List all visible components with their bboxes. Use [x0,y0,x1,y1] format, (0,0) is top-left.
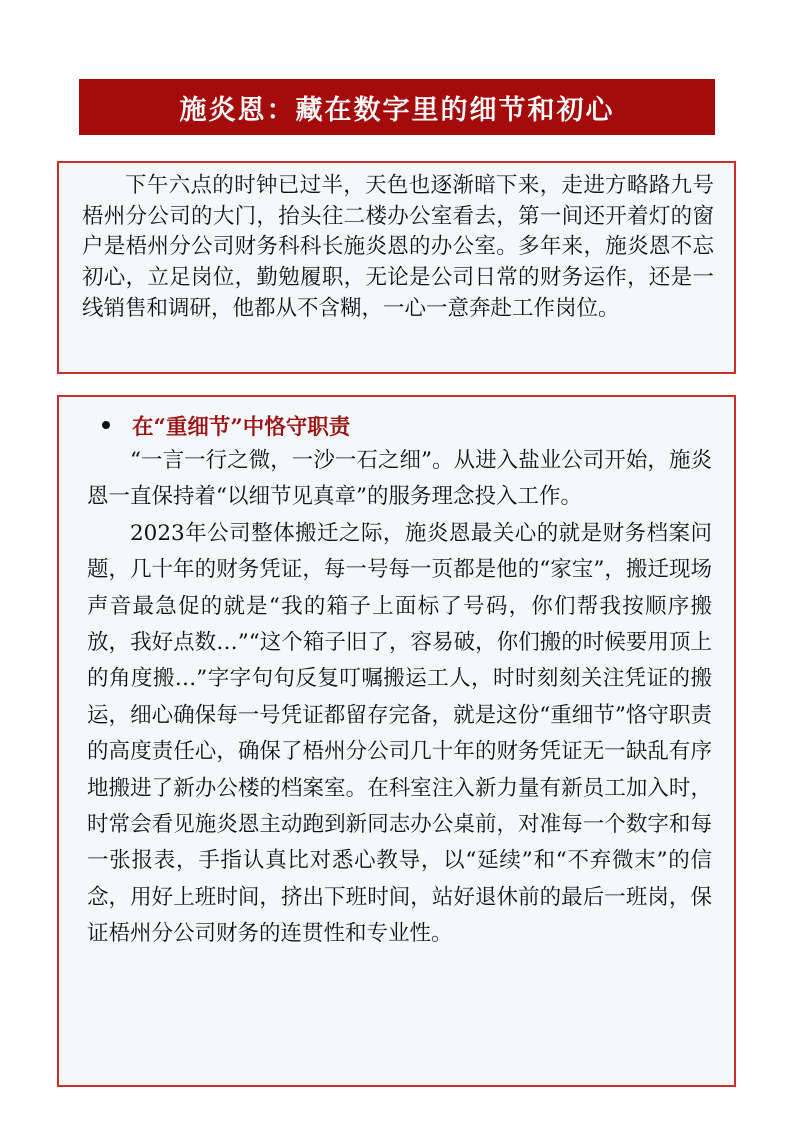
bullet-icon [102,421,110,429]
intro-paragraph: 下午六点的时钟已过半，天色也逐渐暗下来，走进方略路九号梧州分公司的大门，抬头往二楼办公室看去，第一间还开着灯的窗户是梧州分公司财务科科长施炎恩的办公室。多年来，施炎恩不忘初心，立足岗位，勤勉履职，无论是公司日常的财务运作，还是一线销售和调研，他都从不含糊，一心一意奔赴工作岗位。 [82,173,714,321]
section-paragraph-2: 2023年公司整体搬迁之际，施炎恩最关心的就是财务档案问题，几十年的财务凭证，每一号每一页都是他的“家宝”，搬迁现场声音最急促的就是“我的箱子上面标了号码，你们帮我按顺序搬放，我好点数…”“这个箱子旧了，容易破，你们搬的时候要用顶上的角度搬…”字字句句反复叮嘱搬运工人，时时刻刻关注凭证的搬运，细心确保每一号凭证都留存完备，就是这份“重细节”恪守职责的高度责任心，确保了梧州分公司几十年的财务凭证无一缺乱有序地搬进了新办公楼的档案室。在科室注入新力量有新员工加入时，时常会看见施炎恩主动跑到新同志办公桌前，对准每一个数字和每一张报表，手指认真比对悉心教导，以“延续”和“不弃微末”的信念，用好上班时间，挤出下班时间，站好退休前的最后一班岗，保证梧州分公司财务的连贯性和专业性。 [87,520,712,947]
section-heading: 在“重细节”中恪守职责 [132,414,351,440]
section-heading-row [87,407,712,443]
title-banner [79,79,715,135]
section-box [57,395,736,1087]
intro-box [57,161,736,374]
article-title: 施炎恩：藏在数字里的细节和初心 [179,94,615,126]
section-paragraph-1: “一言一行之微，一沙一石之细”。从进入盐业公司开始，施炎恩一直保持着“以细节见真章”的服务理念投入工作。 [87,448,712,510]
